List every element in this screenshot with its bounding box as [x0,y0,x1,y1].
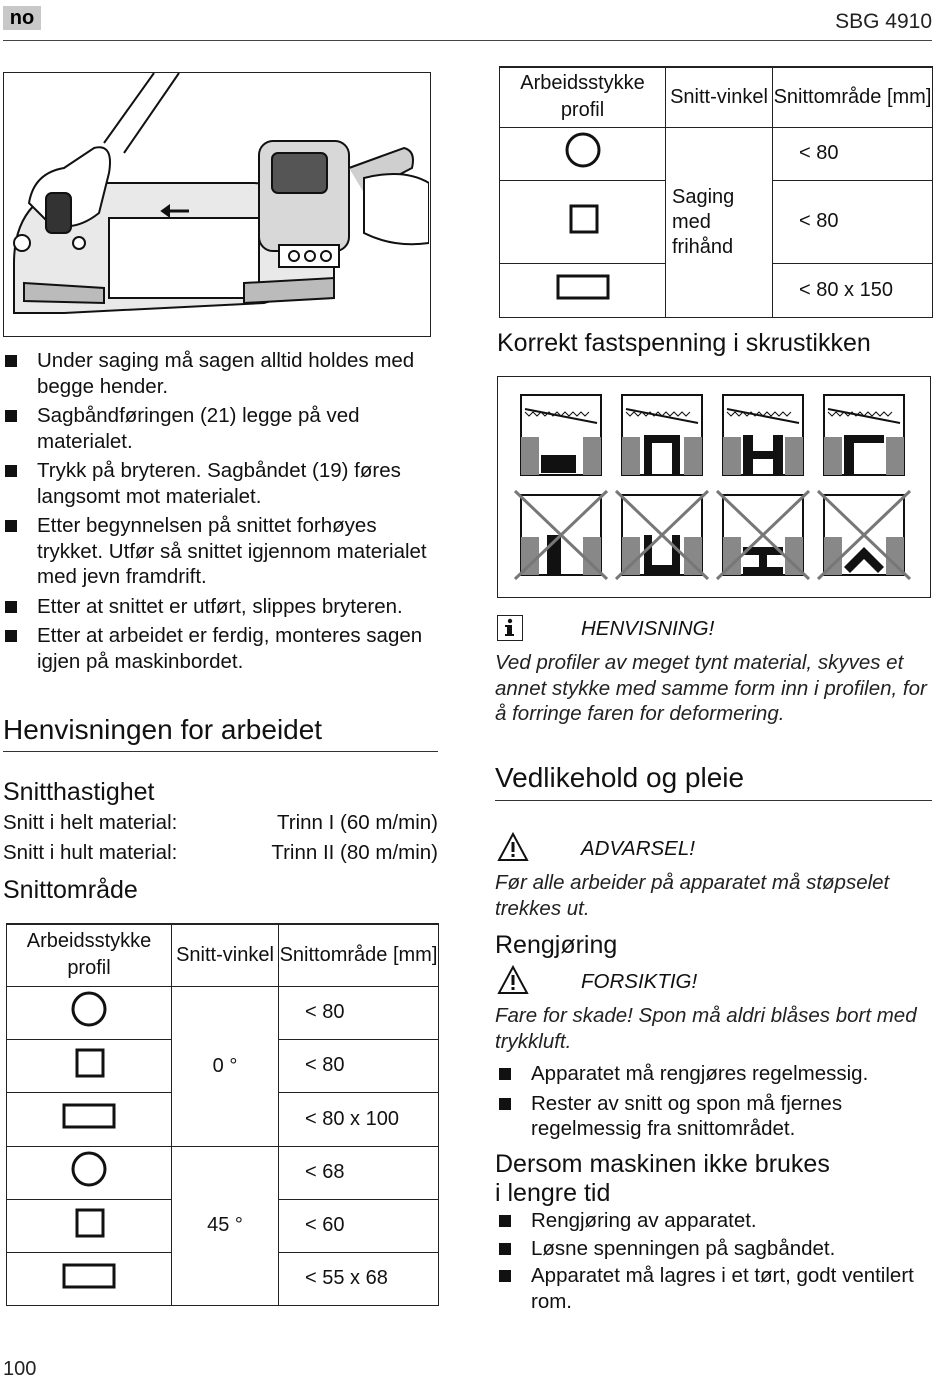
range-cell: < 68 [279,1146,439,1199]
bullet-icon [5,520,17,532]
range-cell: < 80 [773,127,933,180]
warning-heading: ADVARSEL! [581,837,695,860]
storage-list [497,1208,937,1318]
clamp-title: Korrekt fastspenning i skrustikken [497,329,871,357]
range-cell: < 80 [279,986,439,1039]
circle-profile-icon [7,986,172,1039]
warning-icon [497,832,529,867]
bullet-icon [499,1243,511,1255]
storage-title: Dersom maskinen ikke brukes [495,1150,830,1178]
bandsaw-drawing [4,73,429,335]
rectangle-profile-icon [7,1252,172,1305]
section-title: Henvisningen for arbeidet [3,714,323,745]
list-item: Etter begynnelsen på snittet forhøyes trykket. Utfør så snittet igjennom materialet med jevn framdrift. [3,513,443,590]
freehand-range-table [499,66,933,318]
angle-cell: Saging med frihånd [666,127,773,317]
bandsaw-illustration [3,72,431,337]
range-cell: < 60 [279,1199,439,1252]
section-divider [495,800,932,801]
list-item: Løsne spenningen på sagbåndet. [497,1236,937,1262]
rectangle-profile-icon [500,263,666,317]
list-item: Apparatet må lagres i et tørt, godt ventilert rom. [497,1263,937,1314]
range-cell: < 80 x 100 [279,1092,439,1146]
col-header-range: Snittområde [mm] [773,67,933,127]
instruction-list [3,348,443,678]
info-icon [497,615,523,641]
speed-value: Trinn I (60 m/min) [277,811,438,834]
circle-profile-icon [7,1146,172,1199]
list-item: Etter at arbeidet er ferdig, monteres sagen igjen på maskinbordet. [3,623,443,674]
clamping-diagram [497,376,931,598]
table-row [500,127,933,180]
cleaning-list [497,1061,937,1146]
warning-text: Før alle arbeider på apparatet må støpselet trekkes ut. [495,871,890,920]
bullet-icon [5,630,17,642]
list-item: Under saging må sagen alltid holdes med begge hender. [3,348,443,399]
angle-cell: 0 ° [172,986,279,1146]
bullet-icon [499,1068,511,1080]
square-profile-icon [7,1039,172,1092]
header-divider [3,40,932,41]
speed-row [3,810,438,836]
speed-value: Trinn II (80 m/min) [271,841,438,864]
speed-label: Snitt i hult material: [3,841,178,864]
square-profile-icon [500,180,666,263]
range-title: Snittområde [3,876,138,904]
cut-range-table [6,923,439,1306]
col-header-range: Snittområde [mm] [279,924,439,986]
col-header-profile: Arbeidsstykke profil [500,67,666,127]
list-item: Etter at snittet er utført, slippes bryteren. [3,594,443,620]
caution-heading: FORSIKTIG! [581,970,698,993]
note-text: Ved profiler av meget tynt material, skyves et annet stykke med samme form inn i profilen, for å forringe faren for deformering. [495,651,927,725]
col-header-angle: Snitt-vinkel [666,67,773,127]
cleaning-title: Rengjøring [495,931,618,959]
col-header-profile: Arbeidsstykke profil [7,924,172,986]
page-number: 100 [3,1358,37,1380]
range-cell: < 80 x 150 [773,263,933,317]
bullet-icon [5,410,17,422]
bullet-icon [499,1098,511,1110]
list-item: Apparatet må rengjøres regelmessig. [497,1061,937,1087]
speed-title: Snitthastighet [3,778,155,806]
rectangle-profile-icon [7,1092,172,1146]
range-cell: < 80 [773,180,933,263]
bullet-icon [5,465,17,477]
circle-profile-icon [500,127,666,180]
list-item: Sagbåndføringen (21) legge på ved materialet. [3,403,443,454]
bullet-icon [499,1270,511,1282]
bullet-icon [499,1215,511,1227]
vise-clamping-drawing [498,377,929,596]
bullet-icon [5,355,17,367]
speed-row [3,840,438,866]
section-divider [3,751,438,752]
list-item: Rengjøring av apparatet. [497,1208,937,1234]
col-header-angle: Snitt-vinkel [172,924,279,986]
caution-text: Fare for skade! Spon må aldri blåses bort med trykkluft. [495,1004,917,1053]
speed-label: Snitt i helt material: [3,811,178,834]
storage-title-cont: i lengre tid [495,1179,611,1207]
table-row [7,986,439,1039]
range-cell: < 80 [279,1039,439,1092]
angle-cell: 45 ° [172,1146,279,1305]
language-tag: no [3,6,41,30]
list-item: Rester av snitt og spon må fjernes regelmessig fra snittområdet. [497,1091,937,1142]
bullet-icon [5,601,17,613]
warning-icon [497,965,529,1000]
table-row [7,1146,439,1199]
range-cell: < 55 x 68 [279,1252,439,1305]
square-profile-icon [7,1199,172,1252]
list-item: Trykk på bryteren. Sagbåndet (19) føres langsomt mot materialet. [3,458,443,509]
maintenance-title: Vedlikehold og pleie [495,762,745,793]
note-heading: HENVISNING! [581,617,715,640]
model-number: SBG 4910 [835,10,932,33]
